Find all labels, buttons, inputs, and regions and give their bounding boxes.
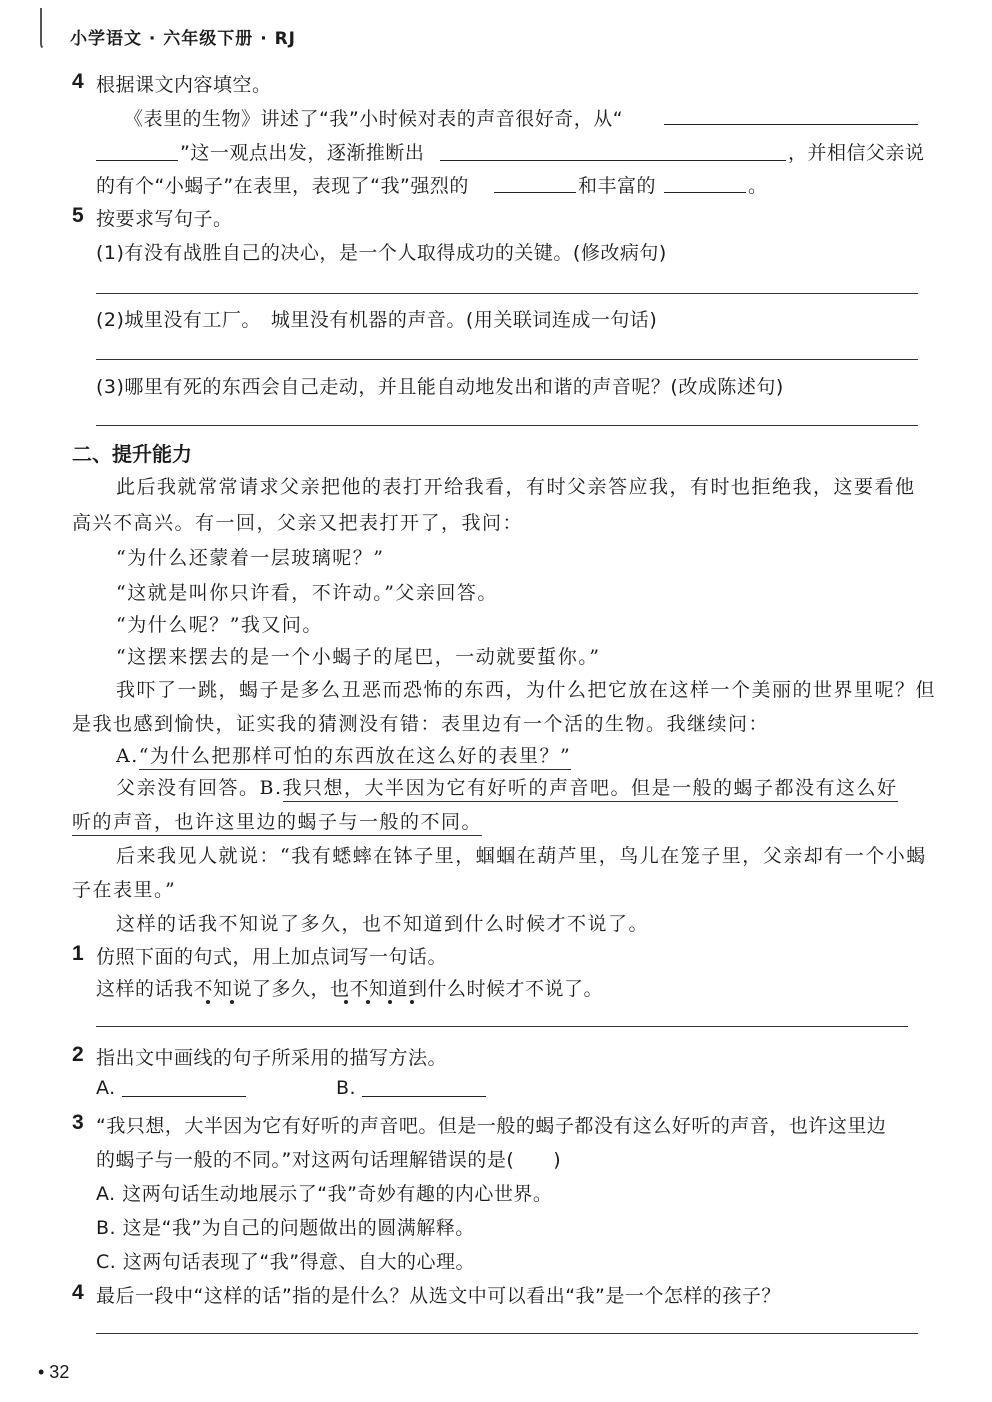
answer-line-q5-1[interactable] [96,293,918,294]
q3-number: 3 [72,1111,84,1134]
corner-mark [40,8,50,50]
passage-p9-l1: 后来我见人就说：“我有蟋蟀在钵子里，蝈蝈在葫芦里，鸟儿在笼子里，父亲却有一个小蝎 [116,845,927,867]
q2-blank-b[interactable] [362,1078,486,1097]
q1-prompt: 仿照下面的句式，用上加点词写一句话。 [96,946,448,968]
q1-number: 1 [72,942,84,965]
q4a-line3-c: 。 [748,175,768,197]
passage-p7-label: A. [116,745,139,767]
blank-4[interactable] [494,174,576,193]
header-title: 小学语文 · 六年级下册 · RJ [70,29,297,49]
q3-option-b[interactable]: B. 这是“我”为自己的问题做出的圆满解释。 [96,1217,475,1239]
passage-p4: “为什么呢？”我又问。 [116,614,323,636]
emphasis-dot [388,1000,392,1004]
emphasis-dot [366,1000,370,1004]
q5-number: 5 [72,204,84,227]
emphasis-dot [206,1000,210,1004]
q2-number: 2 [72,1043,84,1066]
page-number: • 32 [38,1362,70,1382]
emphasis-dot [344,1000,348,1004]
passage-p10: 这样的话我不知说了多久，也不知道到什么时候才不说了。 [116,913,650,935]
emphasis-dot [230,1000,234,1004]
blank-3[interactable] [440,142,786,161]
q5-item-2: (2)城里没有工厂。 城里没有机器的声音。(用关联词连成一句话) [96,309,658,331]
q4a-line2-a: ”这一观点出发，逐渐推断出 [180,142,425,164]
passage-p8-pre: 父亲没有回答。B. [116,777,283,799]
blank-2[interactable] [96,142,178,161]
passage-p5: “这摆来摆去的是一个小蝎子的尾巴，一动就要蜇你。” [116,646,601,668]
underlined-sentence-b-2: 听的声音，也许这里边的蝎子与一般的不同。 [72,811,482,836]
answer-line-q5-3[interactable] [96,425,918,426]
passage-p1-l2: 高兴不高兴。有一回，父亲又把表打开了，我问： [72,512,524,534]
q4b-prompt: 最后一段中“这样的话”指的是什么？从选文中可以看出“我”是一个怎样的孩子？ [96,1285,781,1307]
answer-line-q1[interactable] [96,1026,908,1027]
q4a-line2-b: ，并相信父亲说 [788,142,925,164]
q5-item-3: (3)哪里有死的东西会自己走动，并且能自动地发出和谐的声音呢？(改成陈述句) [96,376,784,398]
passage-p2: “为什么还蒙着一层玻璃呢？” [116,547,385,569]
q4a-line1 [124,104,623,131]
q1-example: 这样的话我不知说了多久，也不知道到什么时候才不说了。 [96,978,604,1000]
q4a-line1-text: 《表里的生物》讲述了“我”小时候对表的声音很好奇，从“ [124,108,624,130]
q2-label-b: B. [336,1077,357,1099]
passage-p8-l1 [116,773,898,800]
q2-label-a: A. [96,1077,116,1099]
passage-p8-l2 [72,807,482,834]
q4a-line3-b: 和丰富的 [578,175,657,197]
q4a-line3-a: 的有个“小蝎子”在表里，表现了“我”强烈的 [96,175,469,197]
q5-item-1: (1)有没有战胜自己的决心，是一个人取得成功的关键。(修改病句) [96,242,667,264]
passage-p1-l1: 此后我就常常请求父亲把他的表打开给我看，有时父亲答应我，有时也拒绝我，这要看他 [116,476,916,498]
q3-line1: “我只想，大半因为它有好听的声音吧。但是一般的蝎子都没有这么好听的声音，也许这里边 [96,1115,887,1137]
passage-p9-l2: 子在表里。” [72,879,177,901]
answer-line-q4b[interactable] [96,1333,918,1334]
underlined-sentence-a: “为什么把那样可怕的东西放在这么好的表里？” [139,745,571,770]
q2-blank-a[interactable] [122,1078,246,1097]
underlined-sentence-b-1: 我只想，大半因为它有好听的声音吧。但是一般的蝎子都没有这么好 [283,777,898,802]
blank-1[interactable] [664,106,918,125]
passage-p6-l2: 是我也感到愉快，证实我的猜测没有错：表里边有一个活的生物。我继续问： [72,713,770,735]
emphasis-dot [410,1000,414,1004]
q2-prompt: 指出文中画线的句子所采用的描写方法。 [96,1047,448,1069]
q4a-prompt: 根据课文内容填空。 [96,74,272,96]
q3-option-c[interactable]: C. 这两句话表现了“我”得意、自大的心理。 [96,1251,476,1273]
section-title: 二、提升能力 [72,442,192,466]
q3-line2: 的蝎子与一般的不同。”对这两句话理解错误的是( ) [96,1149,562,1171]
q4a-number: 4 [72,70,84,93]
blank-5[interactable] [664,174,746,193]
passage-p7 [116,741,571,768]
q5-prompt: 按要求写句子。 [96,208,233,230]
passage-p6-l1: 我吓了一跳，蝎子是多么丑恶而恐怖的东西，为什么把它放在这样一个美丽的世界里呢？但 [116,679,937,701]
q3-option-a[interactable]: A. 这两句话生动地展示了“我”奇妙有趣的内心世界。 [96,1183,553,1205]
passage-p3: “这就是叫你只许看，不许动。”父亲回答。 [116,582,498,604]
q4b-number: 4 [72,1281,84,1304]
answer-line-q5-2[interactable] [96,359,918,360]
